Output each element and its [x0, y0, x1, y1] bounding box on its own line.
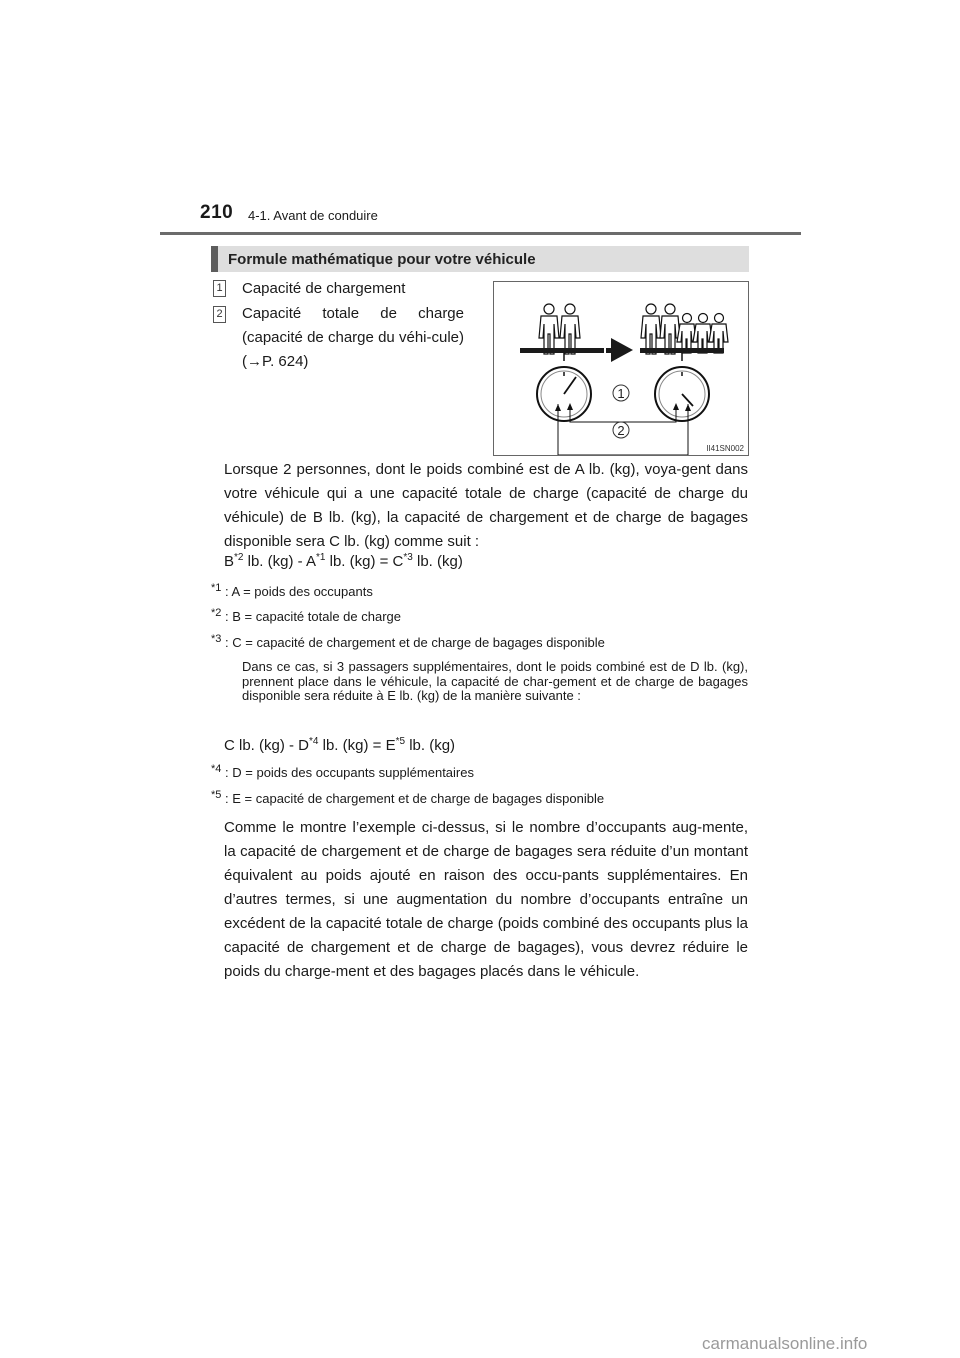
right-scale-platform: [640, 348, 724, 353]
footnote-5: $^{*5}$ : E = capacité de chargement et de charge de bagages disponible: [211, 789, 605, 806]
legend-number-2: 2: [213, 306, 226, 323]
section-breadcrumb: 4-1. Avant de conduire: [248, 208, 378, 223]
footnote-1: $^{*1}$ : A = poids des occupants: [211, 582, 373, 599]
footer-watermark: carmanualsonline.info: [702, 1334, 868, 1353]
section-heading: [211, 246, 749, 272]
figure-code: II41SN002: [706, 444, 744, 453]
callout-1-label: 1: [617, 386, 625, 401]
paragraph-two-occupants: Lorsque 2 personnes, dont le poids combiné est de A lb. (kg), voya-gent dans votre véhicule qui a une capacité totale de charge (capacité de charge du véhicule) de B lb. (kg), la capacité de chargement et de charge de bagages disponible sera C lb. (kg) comme suit :: [224, 461, 748, 550]
formula-2: C lb. $(kg) - D^{*4}$ lb. $(kg) = E^{*5}$ lb. (kg): [224, 736, 456, 754]
legend-item-2: Capacité totale de charge (capacité de charge du véhi-cule) (→P. 624): [242, 305, 464, 370]
callout-2-label: 2: [617, 423, 625, 438]
section-title: Formule mathématique pour votre véhicule: [228, 251, 536, 268]
five-occupants-icon: [641, 304, 728, 354]
legend-item-1: Capacité de chargement: [242, 280, 406, 297]
paragraph-conclusion: Comme le montre l’exemple ci-dessus, si le nombre d’occupants aug-mente, la capacité de chargement et de charge de bagages sera réduite d’un montant équivalent au poids ajouté en raison des occu-pants supplémentaires. En d’autres termes, si une augmentation du nombre d’occupants entraîne un excédent de la capacité totale de charge (poids combiné des occupants plus la capacité de chargement et de charge de bagages), vous devrez réduire le poids du charge-ment et des bagages placés dans le véhicule.: [224, 819, 748, 980]
legend-number-1: 1: [213, 280, 226, 297]
load-capacity-figure: [493, 281, 749, 456]
arrow-right-icon: [606, 338, 633, 362]
left-scale-platform: [520, 348, 604, 353]
footnote-2: $^{*2}$ : B = capacité totale de charge: [211, 607, 402, 624]
occupants-scale-illustration: [494, 282, 748, 455]
left-gauge-icon: [537, 367, 591, 421]
right-gauge-icon: [655, 367, 709, 421]
footnote-3: $^{*3}$ : C = capacité de chargement et de charge de bagages disponible: [211, 633, 605, 650]
footnote-4: $^{*4}$ : D = poids des occupants supplémentaires: [211, 763, 474, 780]
note-additional-passengers: Dans ce cas, si 3 passagers supplémentaires, dont le poids combiné est de D lb. (kg), prennent place dans le véhicule, la capacité de char-gement et de charge de bagages disponible sera réduite à E lb. (kg) de la manière suivante :: [242, 659, 748, 703]
two-occupants-icon: [539, 304, 580, 354]
header-divider: [160, 232, 801, 235]
page-number: 210: [200, 202, 234, 223]
formula-1: $B^{*2}$ lb. $(kg) - A^{*1}$ lb. $(kg) = C^{*3}$ lb. (kg): [224, 552, 463, 570]
